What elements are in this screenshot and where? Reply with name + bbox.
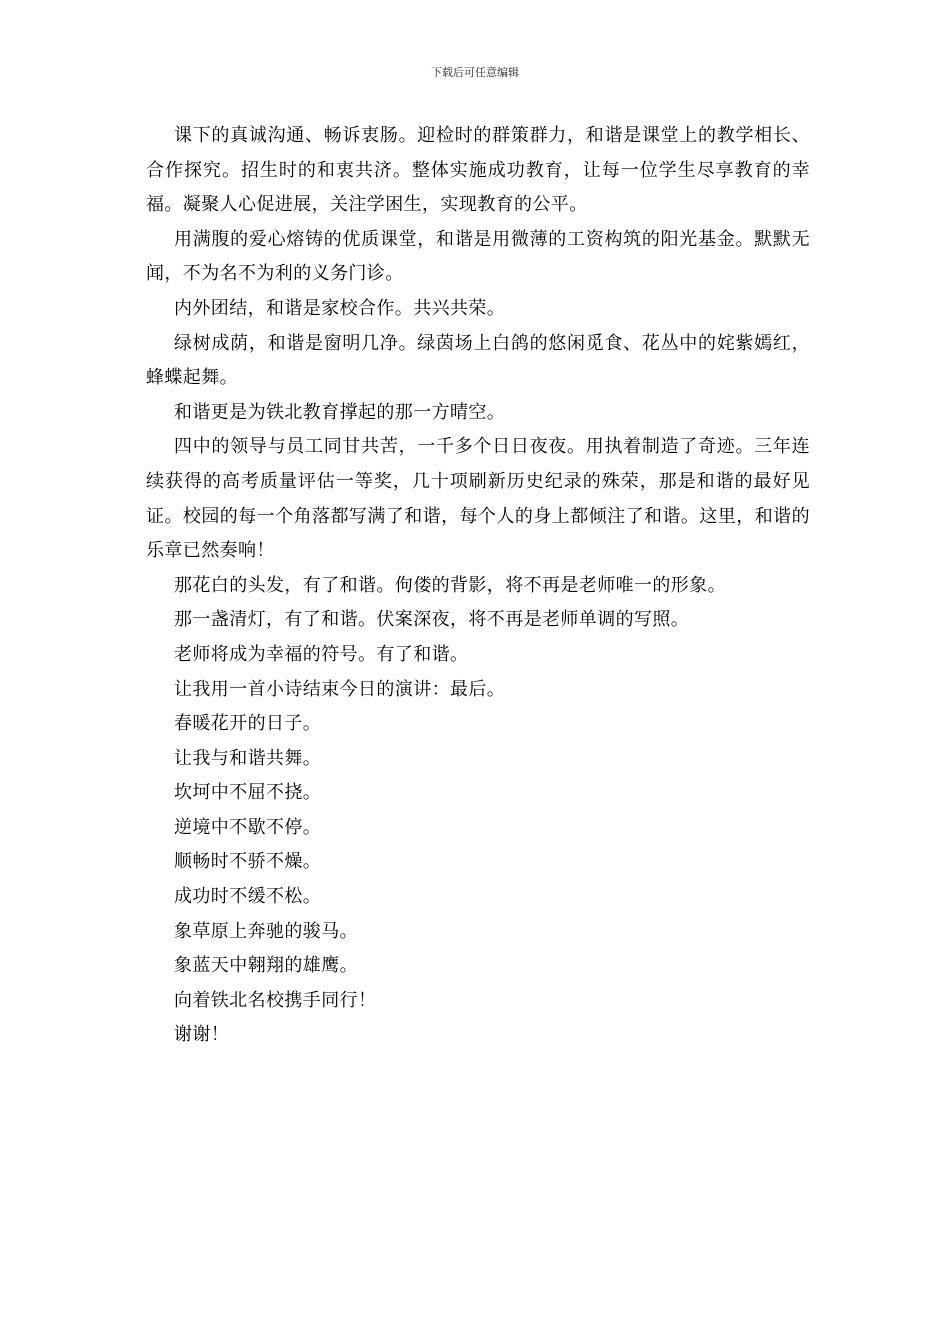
closing-line: 谢谢！ <box>174 1024 230 1046</box>
poem-line: 向着铁北名校携手同行！ <box>174 989 377 1011</box>
paragraph: 课下的真诚沟通、畅诉衷肠。迎检时的群策群力，和谐是课堂上的教学相长、合作探究。招生时的和衷共济。整体实施成功教育，让每一位学生尽享教育的幸福。凝聚人心促进展，关注学困生，实现教育的公平。 <box>146 125 810 216</box>
paragraph: 和谐更是为铁北教育撑起的那一方晴空。 <box>174 401 506 423</box>
poem-line: 坎坷中不屈不挠。 <box>174 782 322 804</box>
paragraph: 让我用一首小诗结束今日的演讲：最后。 <box>174 678 506 700</box>
paragraph: 内外团结，和谐是家校合作。共兴共荣。 <box>174 297 506 319</box>
paragraph: 四中的领导与员工同甘共苦，一千多个日日夜夜。用执着制造了奇迹。三年连续获得的高考质量评估一等奖，几十项刷新历史纪录的殊荣，那是和谐的最好见证。校园的每一个角落都写满了和谐，每个人的身上都倾注了和谐。这里，和谐的乐章已然奏响！ <box>146 436 810 562</box>
page-header: 下载后可任意编辑 <box>431 66 519 79</box>
poem-line: 成功时不缓不松。 <box>174 886 322 908</box>
poem-line: 顺畅时不骄不燥。 <box>174 851 322 873</box>
document-body <box>146 119 810 1053</box>
poem-line: 春暖花开的日子。 <box>174 713 322 735</box>
poem-line: 象草原上奔驰的骏马。 <box>174 920 358 942</box>
paragraph: 用满腹的爱心熔铸的优质课堂，和谐是用微薄的工资构筑的阳光基金。默默无闻，不为名不为利的义务门诊。 <box>146 228 810 285</box>
paragraph: 老师将成为幸福的符号。有了和谐。 <box>174 643 469 665</box>
paragraph: 那一盏清灯，有了和谐。伏案深夜，将不再是老师单调的写照。 <box>174 609 690 631</box>
paragraph: 那花白的头发，有了和谐。佝偻的背影，将不再是老师唯一的形象。 <box>174 574 726 596</box>
paragraph: 绿树成荫，和谐是窗明几净。绿茵场上白鸽的悠闲觅食、花丛中的姹紫嫣红，蜂蝶起舞。 <box>146 332 810 389</box>
poem-line: 让我与和谐共舞。 <box>174 747 322 769</box>
poem-line: 逆境中不歇不停。 <box>174 816 322 838</box>
poem-line: 象蓝天中翱翔的雄鹰。 <box>174 955 358 977</box>
